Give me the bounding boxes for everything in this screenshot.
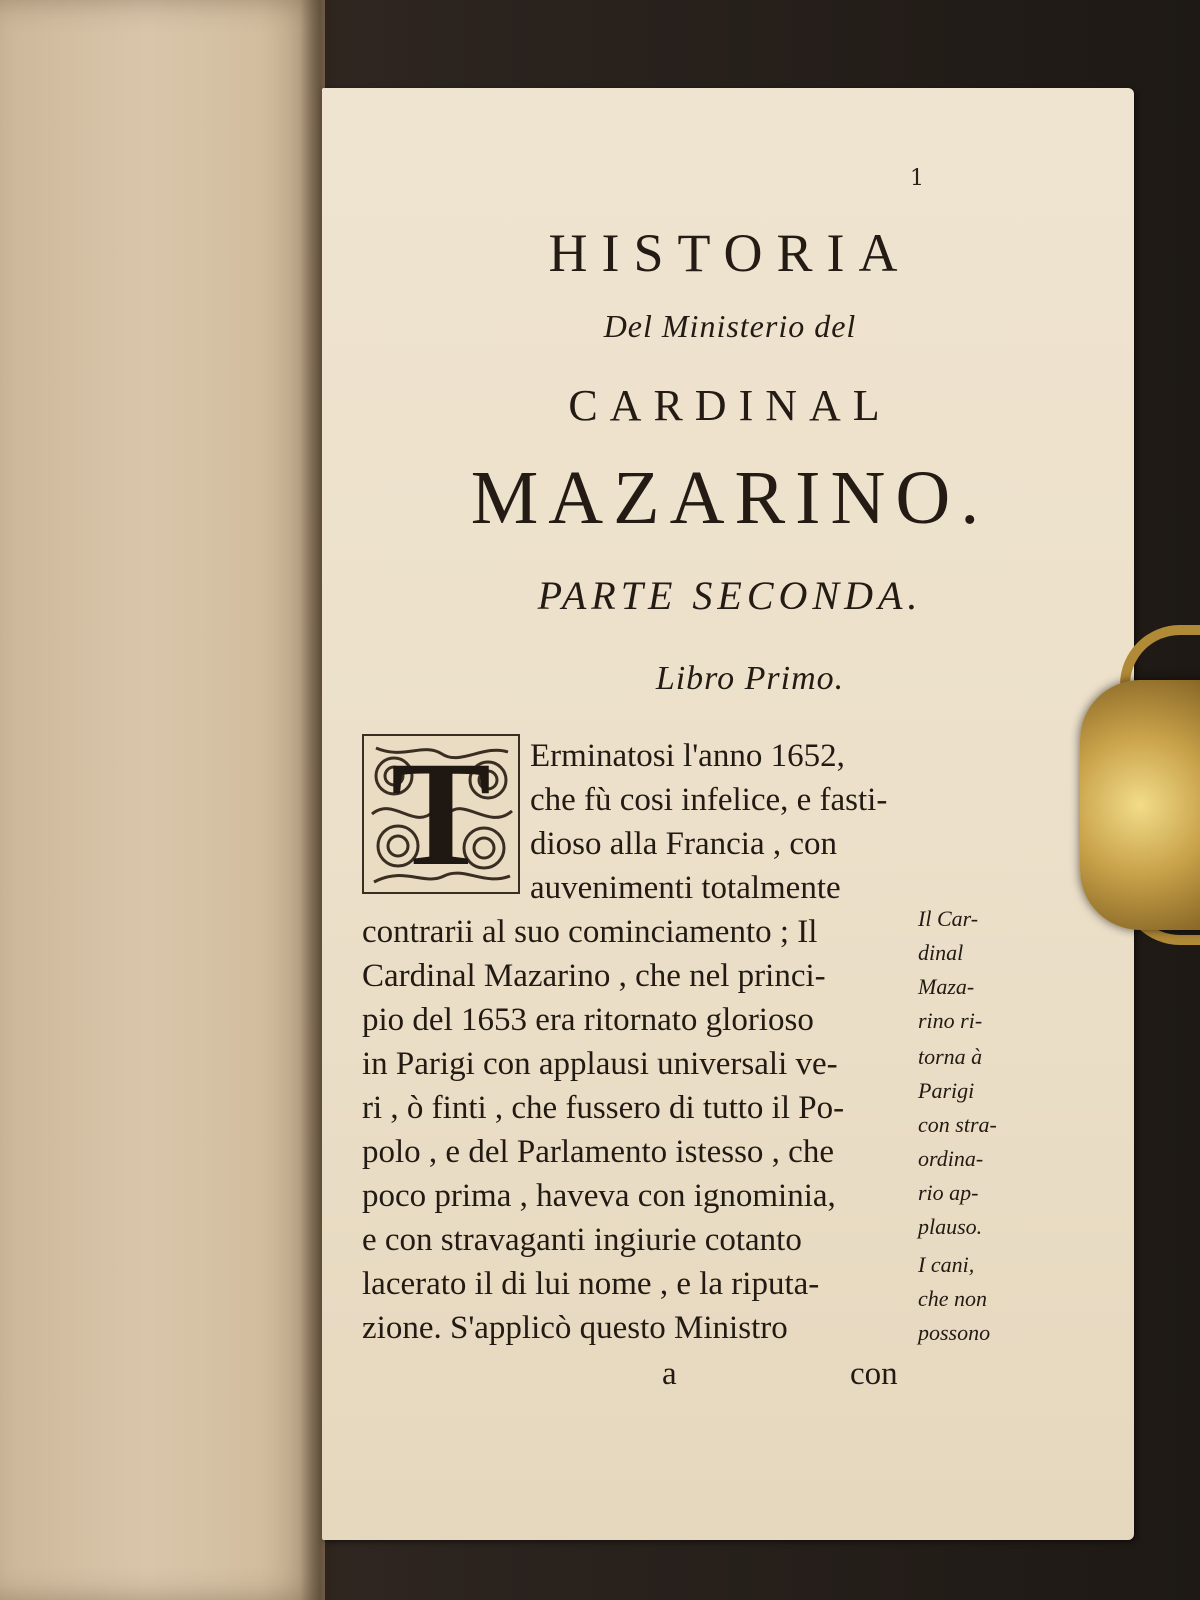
body-line: lacerato il di lui nome , e la riputa- bbox=[362, 1266, 820, 1302]
subtitle-mazarino: MAZARINO. bbox=[470, 456, 990, 540]
margin-note: che non bbox=[918, 1286, 988, 1311]
left-page bbox=[0, 0, 325, 1600]
body-line: Erminatosi l'anno 1652, bbox=[530, 738, 845, 774]
margin-note: I cani, bbox=[918, 1252, 975, 1277]
margin-note: dinal bbox=[918, 940, 964, 965]
decorated-initial bbox=[362, 734, 520, 894]
body-line: dioso alla Francia , con bbox=[530, 826, 837, 862]
body-line: contrarii al suo cominciamento ; Il bbox=[362, 914, 818, 950]
body-line: ri , ò finti , che fussero di tutto il Po- bbox=[362, 1090, 845, 1126]
margin-note: plauso. bbox=[918, 1214, 983, 1239]
page-number: 1 bbox=[910, 166, 924, 191]
margin-note: possono bbox=[918, 1320, 991, 1345]
margin-note: con stra- bbox=[918, 1112, 997, 1137]
body-line: polo , e del Parlamento istesso , che bbox=[362, 1134, 834, 1170]
body-line: zione. S'applicò questo Ministro bbox=[362, 1310, 788, 1346]
body-line: e con stravaganti ingiurie cotanto bbox=[362, 1222, 802, 1258]
initial-letter: T bbox=[390, 734, 492, 894]
margin-note: torna à bbox=[918, 1044, 983, 1069]
body-line: che fù cosi infelice, e fasti- bbox=[530, 782, 888, 818]
body-line: poco prima , haveva con ignominia, bbox=[362, 1178, 836, 1214]
margin-note: ordina- bbox=[918, 1146, 984, 1171]
subtitle-cardinal: CARDINAL bbox=[568, 381, 892, 430]
part-heading: PARTE SECONDA. bbox=[537, 573, 923, 618]
subtitle-ministry: Del Ministerio del bbox=[603, 308, 857, 344]
body-line: Cardinal Mazarino , che nel princi- bbox=[362, 958, 826, 994]
margin-note: rino ri- bbox=[918, 1008, 983, 1033]
body-line: in Parigi con applausi universali ve- bbox=[362, 1046, 838, 1082]
body-line: auvenimenti totalmente bbox=[530, 870, 841, 906]
book-heading: Libro Primo. bbox=[655, 660, 845, 697]
signature-mark: a bbox=[662, 1356, 677, 1392]
catchword: con bbox=[850, 1356, 898, 1392]
page-title: HISTORIA bbox=[548, 223, 912, 283]
margin-note: Maza- bbox=[918, 974, 975, 999]
margin-note: Il Car- bbox=[918, 906, 979, 931]
brass-clasp-ornament bbox=[1080, 680, 1200, 930]
body-line: pio del 1653 era ritornato glorioso bbox=[362, 1002, 814, 1038]
margin-note: Parigi bbox=[918, 1078, 975, 1103]
margin-note: rio ap- bbox=[918, 1180, 979, 1205]
